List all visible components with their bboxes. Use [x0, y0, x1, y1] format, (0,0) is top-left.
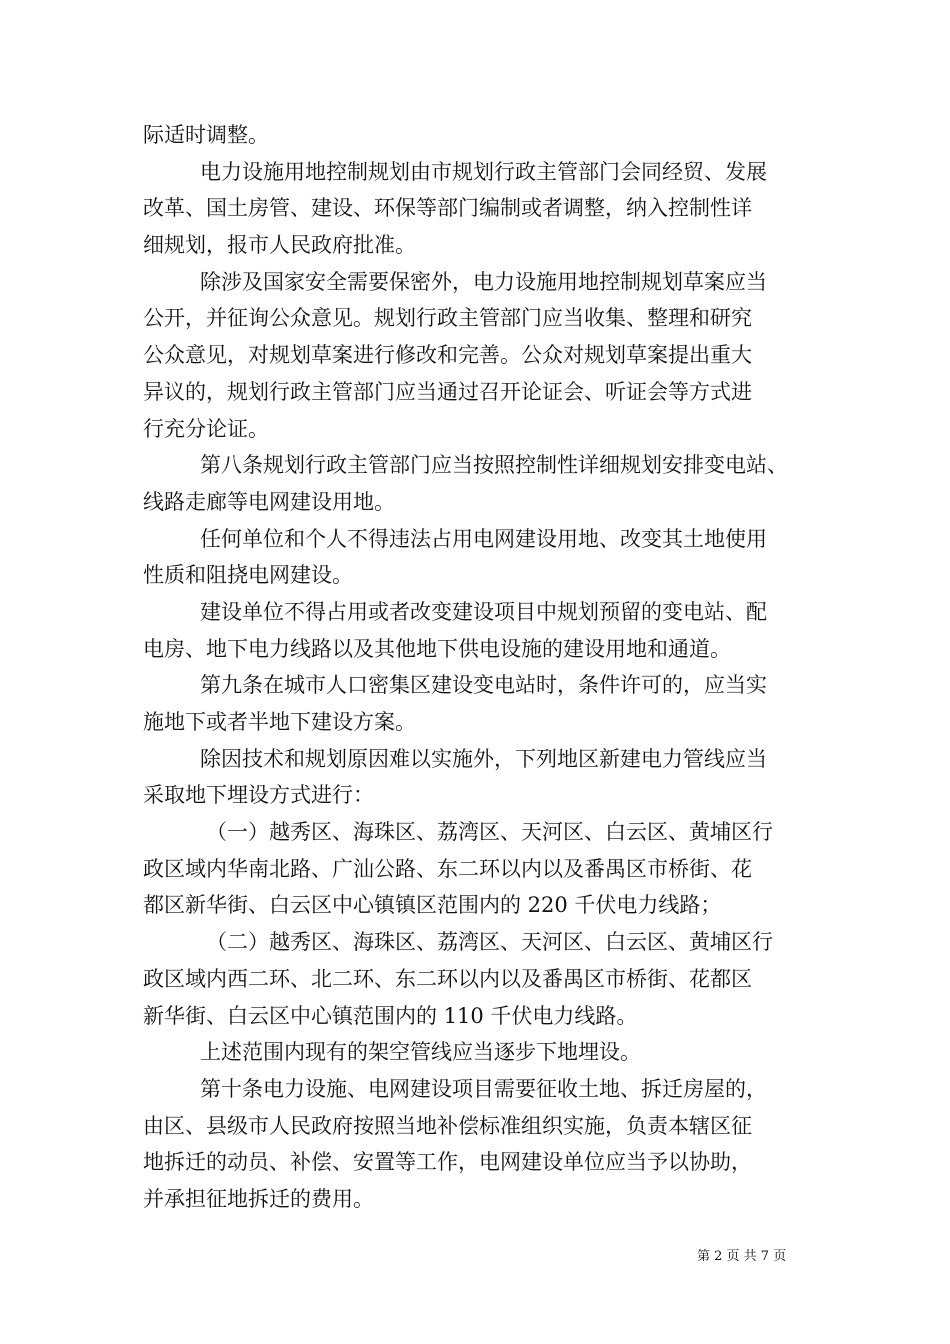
text-line: 政区域内华南北路、广汕公路、东二环以内以及番禺区市桥街、花	[143, 856, 752, 881]
text-line: 政区域内西二环、北二环、东二环以内以及番禺区市桥街、花都区	[143, 966, 752, 991]
text-line: 第九条在城市人口密集区建设变电站时，条件许可的，应当实	[200, 673, 767, 698]
text-line: 线路走廊等电网建设用地。	[143, 489, 395, 514]
text-line: 除涉及国家安全需要保密外，电力设施用地控制规划草案应当	[200, 269, 767, 294]
text-line: 都区新华街、白云区中心镇镇区范围内的 220 千伏电力线路；	[143, 893, 722, 918]
text-line: 第十条电力设施、电网建设项目需要征收土地、拆迁房屋的，	[200, 1076, 767, 1101]
text-line: 采取地下埋设方式进行：	[143, 783, 374, 808]
text-line: 地拆迁的动员、补偿、安置等工作，电网建设单位应当予以协助，	[143, 1150, 752, 1175]
text-line: 第八条规划行政主管部门应当按照控制性详细规划安排变电站、	[200, 453, 788, 478]
text-line: 施地下或者半地下建设方案。	[143, 710, 416, 734]
page-number-footer: 第 2 页 共 7 页	[697, 1249, 787, 1264]
text-line: 上述范围内现有的架空管线应当逐步下地埋设。	[200, 1040, 641, 1065]
text-line: 由区、县级市人民政府按照当地补偿标准组织实施，负责本辖区征	[143, 1113, 752, 1138]
text-line: 并承担征地拆迁的费用。	[143, 1186, 374, 1211]
text-line: 新华街、白云区中心镇范围内的 110 千伏电力线路。	[143, 1003, 638, 1028]
text-line: （一）越秀区、海珠区、荔湾区、天河区、白云区、黄埔区行	[206, 820, 773, 845]
text-line: 异议的，规划行政主管部门应当通过召开论证会、听证会等方式进	[143, 379, 752, 404]
text-line: 际适时调整。	[143, 123, 269, 147]
text-line: 除因技术和规划原因难以实施外，下列地区新建电力管线应当	[200, 746, 767, 771]
text-line: 行充分论证。	[143, 416, 269, 441]
text-line: 建设单位不得占用或者改变建设项目中规划预留的变电站、配	[200, 599, 767, 624]
text-line: 细规划，报市人民政府批准。	[143, 233, 416, 258]
text-line: 改革、国土房管、建设、环保等部门编制或者调整，纳入控制性详	[143, 196, 752, 221]
text-line: 任何单位和个人不得违法占用电网建设用地、改变其土地使用	[200, 526, 767, 551]
text-line: 电力设施用地控制规划由市规划行政主管部门会同经贸、发展	[200, 159, 767, 184]
text-line: 性质和阻挠电网建设。	[143, 563, 353, 588]
text-line: 公开，并征询公众意见。规划行政主管部门应当收集、整理和研究	[143, 306, 752, 331]
text-line: 电房、地下电力线路以及其他地下供电设施的建设用地和通道。	[143, 636, 731, 661]
text-line: 公众意见，对规划草案进行修改和完善。公众对规划草案提出重大	[143, 343, 752, 368]
text-line: （二）越秀区、海珠区、荔湾区、天河区、白云区、黄埔区行	[206, 930, 773, 955]
document-body	[143, 117, 815, 1218]
